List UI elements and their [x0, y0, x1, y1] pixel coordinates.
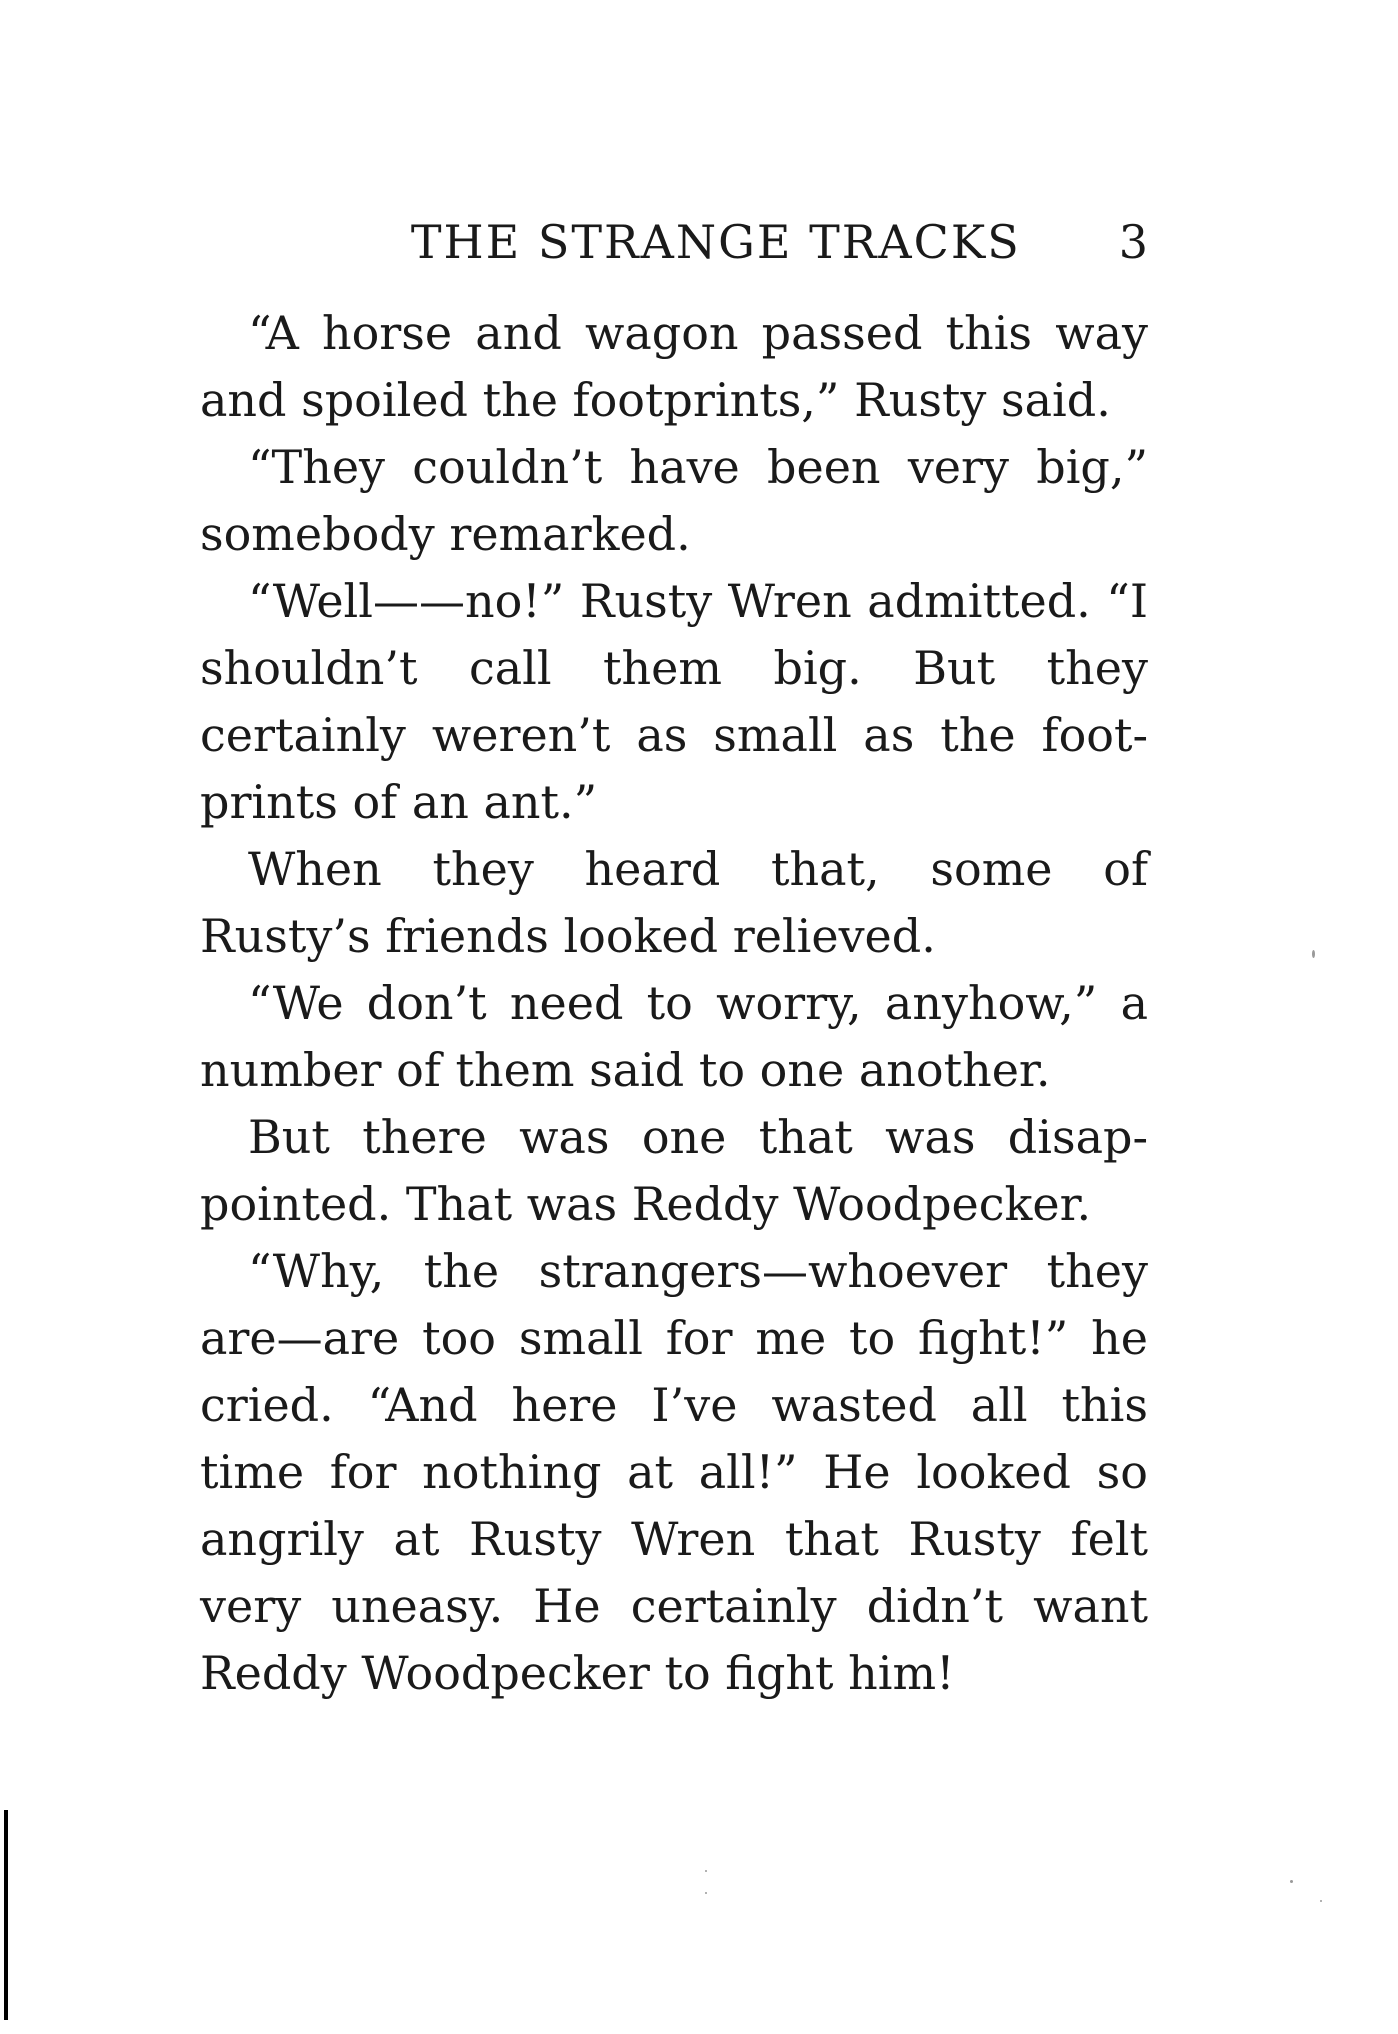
scan-speck [1320, 1900, 1322, 1902]
scan-speck [1312, 950, 1315, 958]
page-number: 3 [1118, 215, 1148, 269]
scan-speck [705, 1870, 707, 1872]
paragraph-5: “We don’t need to worry, anyhow,” a number of them said to one another. [200, 976, 1148, 1097]
paragraph-7: “Why, the strangers—whoever they are—are too small for me to fight!” he cried. “And here I’ve wasted all this time for nothing at all!” He looked so angrily at Rusty Wren that Rusty felt very uneasy. He certainly didn’t want Reddy Woodpecker to fight him! [200, 1244, 1148, 1700]
paragraph-6: But there was one that was disappointed. That was Reddy Woodpecker. [200, 1110, 1148, 1231]
paragraph-3: “Well——no!” Rusty Wren admitted. “I shouldn’t call them big. But they certainly weren’t as small as the footprints of an ant.” [200, 574, 1148, 829]
scan-speck [705, 1892, 707, 1894]
paragraph-4: When they heard that, some of Rusty’s friends looked relieved. [200, 842, 1148, 963]
scan-edge-line [4, 1810, 8, 2020]
paragraph-1: “A horse and wagon passed this way and spoiled the footprints,” Rusty said. [200, 306, 1148, 427]
body-text [200, 300, 1148, 1707]
running-head [200, 212, 1148, 272]
chapter-title: THE STRANGE TRACKS [410, 215, 1021, 269]
scan-speck [1290, 1880, 1293, 1883]
paragraph-2: “They couldn’t have been very big,” somebody remarked. [200, 440, 1148, 561]
